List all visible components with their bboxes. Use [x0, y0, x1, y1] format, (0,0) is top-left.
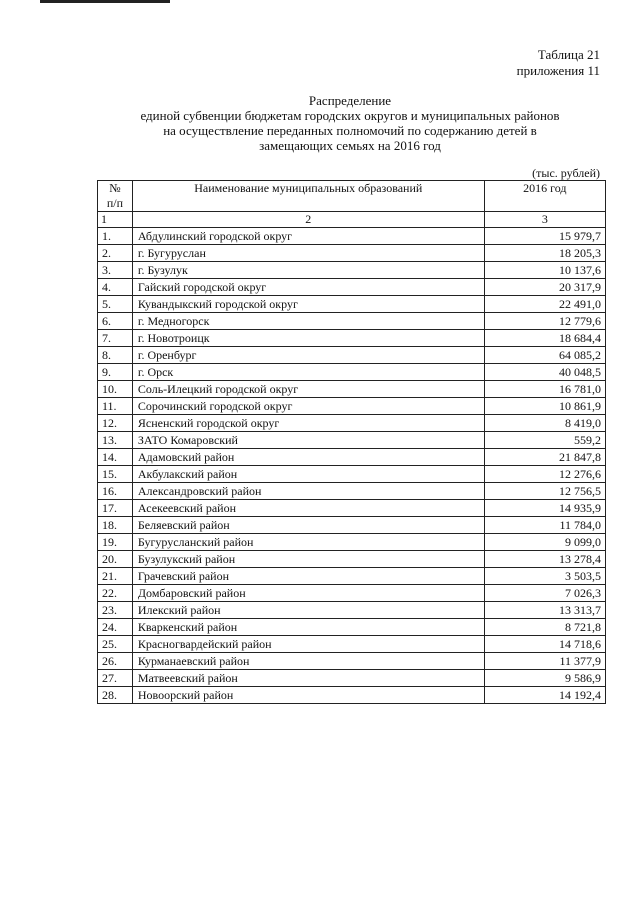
header-number [98, 181, 133, 212]
row-name: г. Бугуруслан [132, 245, 484, 262]
row-number: 12. [98, 415, 133, 432]
table-row [98, 500, 606, 517]
table-row [98, 296, 606, 313]
row-value: 16 781,0 [484, 381, 605, 398]
column-number-row [98, 212, 606, 228]
row-value: 559,2 [484, 432, 605, 449]
row-number: 5. [98, 296, 133, 313]
row-number: 3. [98, 262, 133, 279]
row-number: 21. [98, 568, 133, 585]
row-name: Кваркенский район [132, 619, 484, 636]
row-number: 18. [98, 517, 133, 534]
row-value: 9 586,9 [484, 670, 605, 687]
row-value: 20 317,9 [484, 279, 605, 296]
row-value: 11 784,0 [484, 517, 605, 534]
row-number: 11. [98, 398, 133, 415]
table-row [98, 330, 606, 347]
row-value: 8 721,8 [484, 619, 605, 636]
row-name: Грачевский район [132, 568, 484, 585]
table-row [98, 483, 606, 500]
table-row [98, 636, 606, 653]
table-row [98, 262, 606, 279]
row-value: 14 718,6 [484, 636, 605, 653]
table-row [98, 432, 606, 449]
row-value: 12 779,6 [484, 313, 605, 330]
row-number: 16. [98, 483, 133, 500]
row-number: 9. [98, 364, 133, 381]
row-number: 6. [98, 313, 133, 330]
units-label: (тыс. рублей) [532, 166, 600, 180]
row-value: 13 313,7 [484, 602, 605, 619]
table-row [98, 551, 606, 568]
row-value: 12 276,6 [484, 466, 605, 483]
row-value: 10 861,9 [484, 398, 605, 415]
row-name: Акбулакский район [132, 466, 484, 483]
row-value: 21 847,8 [484, 449, 605, 466]
header-name: Наименование муниципальных образований [132, 181, 484, 212]
row-name: ЗАТО Комаровский [132, 432, 484, 449]
column-number-3: 3 [484, 212, 605, 228]
row-name: Сорочинский городской округ [132, 398, 484, 415]
column-number-1: 1 [98, 212, 133, 228]
row-name: Матвеевский район [132, 670, 484, 687]
row-number: 20. [98, 551, 133, 568]
row-number: 24. [98, 619, 133, 636]
top-edge-line [40, 0, 170, 3]
row-name: г. Медногорск [132, 313, 484, 330]
row-value: 12 756,5 [484, 483, 605, 500]
title-line-1: Распределение [308, 93, 392, 108]
row-value: 8 419,0 [484, 415, 605, 432]
table-row [98, 687, 606, 704]
table-label: Таблица 21 [537, 47, 600, 62]
row-number: 19. [98, 534, 133, 551]
row-number: 23. [98, 602, 133, 619]
table-row [98, 381, 606, 398]
table-reference [517, 47, 600, 79]
table-row [98, 653, 606, 670]
distribution-table [97, 180, 606, 704]
table-row [98, 398, 606, 415]
appendix-label: приложения 11 [516, 63, 600, 78]
row-value: 15 979,7 [484, 228, 605, 245]
row-value: 22 491,0 [484, 296, 605, 313]
row-name: Абдулинский городской округ [132, 228, 484, 245]
row-name: Домбаровский район [132, 585, 484, 602]
row-number: 7. [98, 330, 133, 347]
row-name: г. Бузулук [132, 262, 484, 279]
table-row [98, 449, 606, 466]
table-row [98, 364, 606, 381]
row-number: 15. [98, 466, 133, 483]
row-name: Адамовский район [132, 449, 484, 466]
row-name: г. Оренбург [132, 347, 484, 364]
row-number: 10. [98, 381, 133, 398]
row-value: 14 935,9 [484, 500, 605, 517]
title-line-4: замещающих семьях на 2016 год [259, 138, 441, 153]
table-row [98, 619, 606, 636]
row-number: 2. [98, 245, 133, 262]
table-row [98, 466, 606, 483]
row-value: 10 137,6 [484, 262, 605, 279]
row-name: Асекеевский район [132, 500, 484, 517]
table-body [98, 228, 606, 704]
row-name: Соль-Илецкий городской округ [132, 381, 484, 398]
row-number: 13. [98, 432, 133, 449]
row-number: 17. [98, 500, 133, 517]
row-value: 64 085,2 [484, 347, 605, 364]
table-row [98, 347, 606, 364]
table-header-row [98, 181, 606, 212]
header-number-abbr: п/п [106, 196, 124, 210]
row-value: 18 205,3 [484, 245, 605, 262]
row-value: 18 684,4 [484, 330, 605, 347]
row-value: 9 099,0 [484, 534, 605, 551]
row-number: 28. [98, 687, 133, 704]
row-number: 8. [98, 347, 133, 364]
row-number: 22. [98, 585, 133, 602]
title-line-3: на осуществление переданных полномочий по содержанию детей в [163, 123, 537, 138]
row-number: 4. [98, 279, 133, 296]
row-name: Новоорский район [132, 687, 484, 704]
row-number: 26. [98, 653, 133, 670]
document-title [90, 93, 610, 153]
row-name: Кувандыкский городской округ [132, 296, 484, 313]
table-row [98, 670, 606, 687]
table-row [98, 415, 606, 432]
row-name: Илекский район [132, 602, 484, 619]
row-name: Беляевский район [132, 517, 484, 534]
row-name: Красногвардейский район [132, 636, 484, 653]
row-value: 13 278,4 [484, 551, 605, 568]
table-row [98, 313, 606, 330]
table-row [98, 245, 606, 262]
row-name: Ясненский городской округ [132, 415, 484, 432]
table-row [98, 585, 606, 602]
header-number-symbol: № [109, 181, 121, 195]
row-name: Бугурусланский район [132, 534, 484, 551]
header-year: 2016 год [484, 181, 605, 212]
row-number: 14. [98, 449, 133, 466]
row-value: 11 377,9 [484, 653, 605, 670]
row-name: Гайский городской округ [132, 279, 484, 296]
row-name: Курманаевский район [132, 653, 484, 670]
table-row [98, 228, 606, 245]
table-row [98, 279, 606, 296]
row-number: 25. [98, 636, 133, 653]
row-value: 40 048,5 [484, 364, 605, 381]
row-value: 3 503,5 [484, 568, 605, 585]
row-name: Александровский район [132, 483, 484, 500]
row-name: г. Новотроицк [132, 330, 484, 347]
row-value: 7 026,3 [484, 585, 605, 602]
table-row [98, 534, 606, 551]
table-row [98, 602, 606, 619]
row-number: 1. [98, 228, 133, 245]
row-name: г. Орск [132, 364, 484, 381]
table-row [98, 517, 606, 534]
table-row [98, 568, 606, 585]
row-value: 14 192,4 [484, 687, 605, 704]
row-name: Бузулукский район [132, 551, 484, 568]
column-number-2: 2 [132, 212, 484, 228]
title-line-2: единой субвенции бюджетам городских округов и муниципальных районов [140, 108, 560, 123]
row-number: 27. [98, 670, 133, 687]
